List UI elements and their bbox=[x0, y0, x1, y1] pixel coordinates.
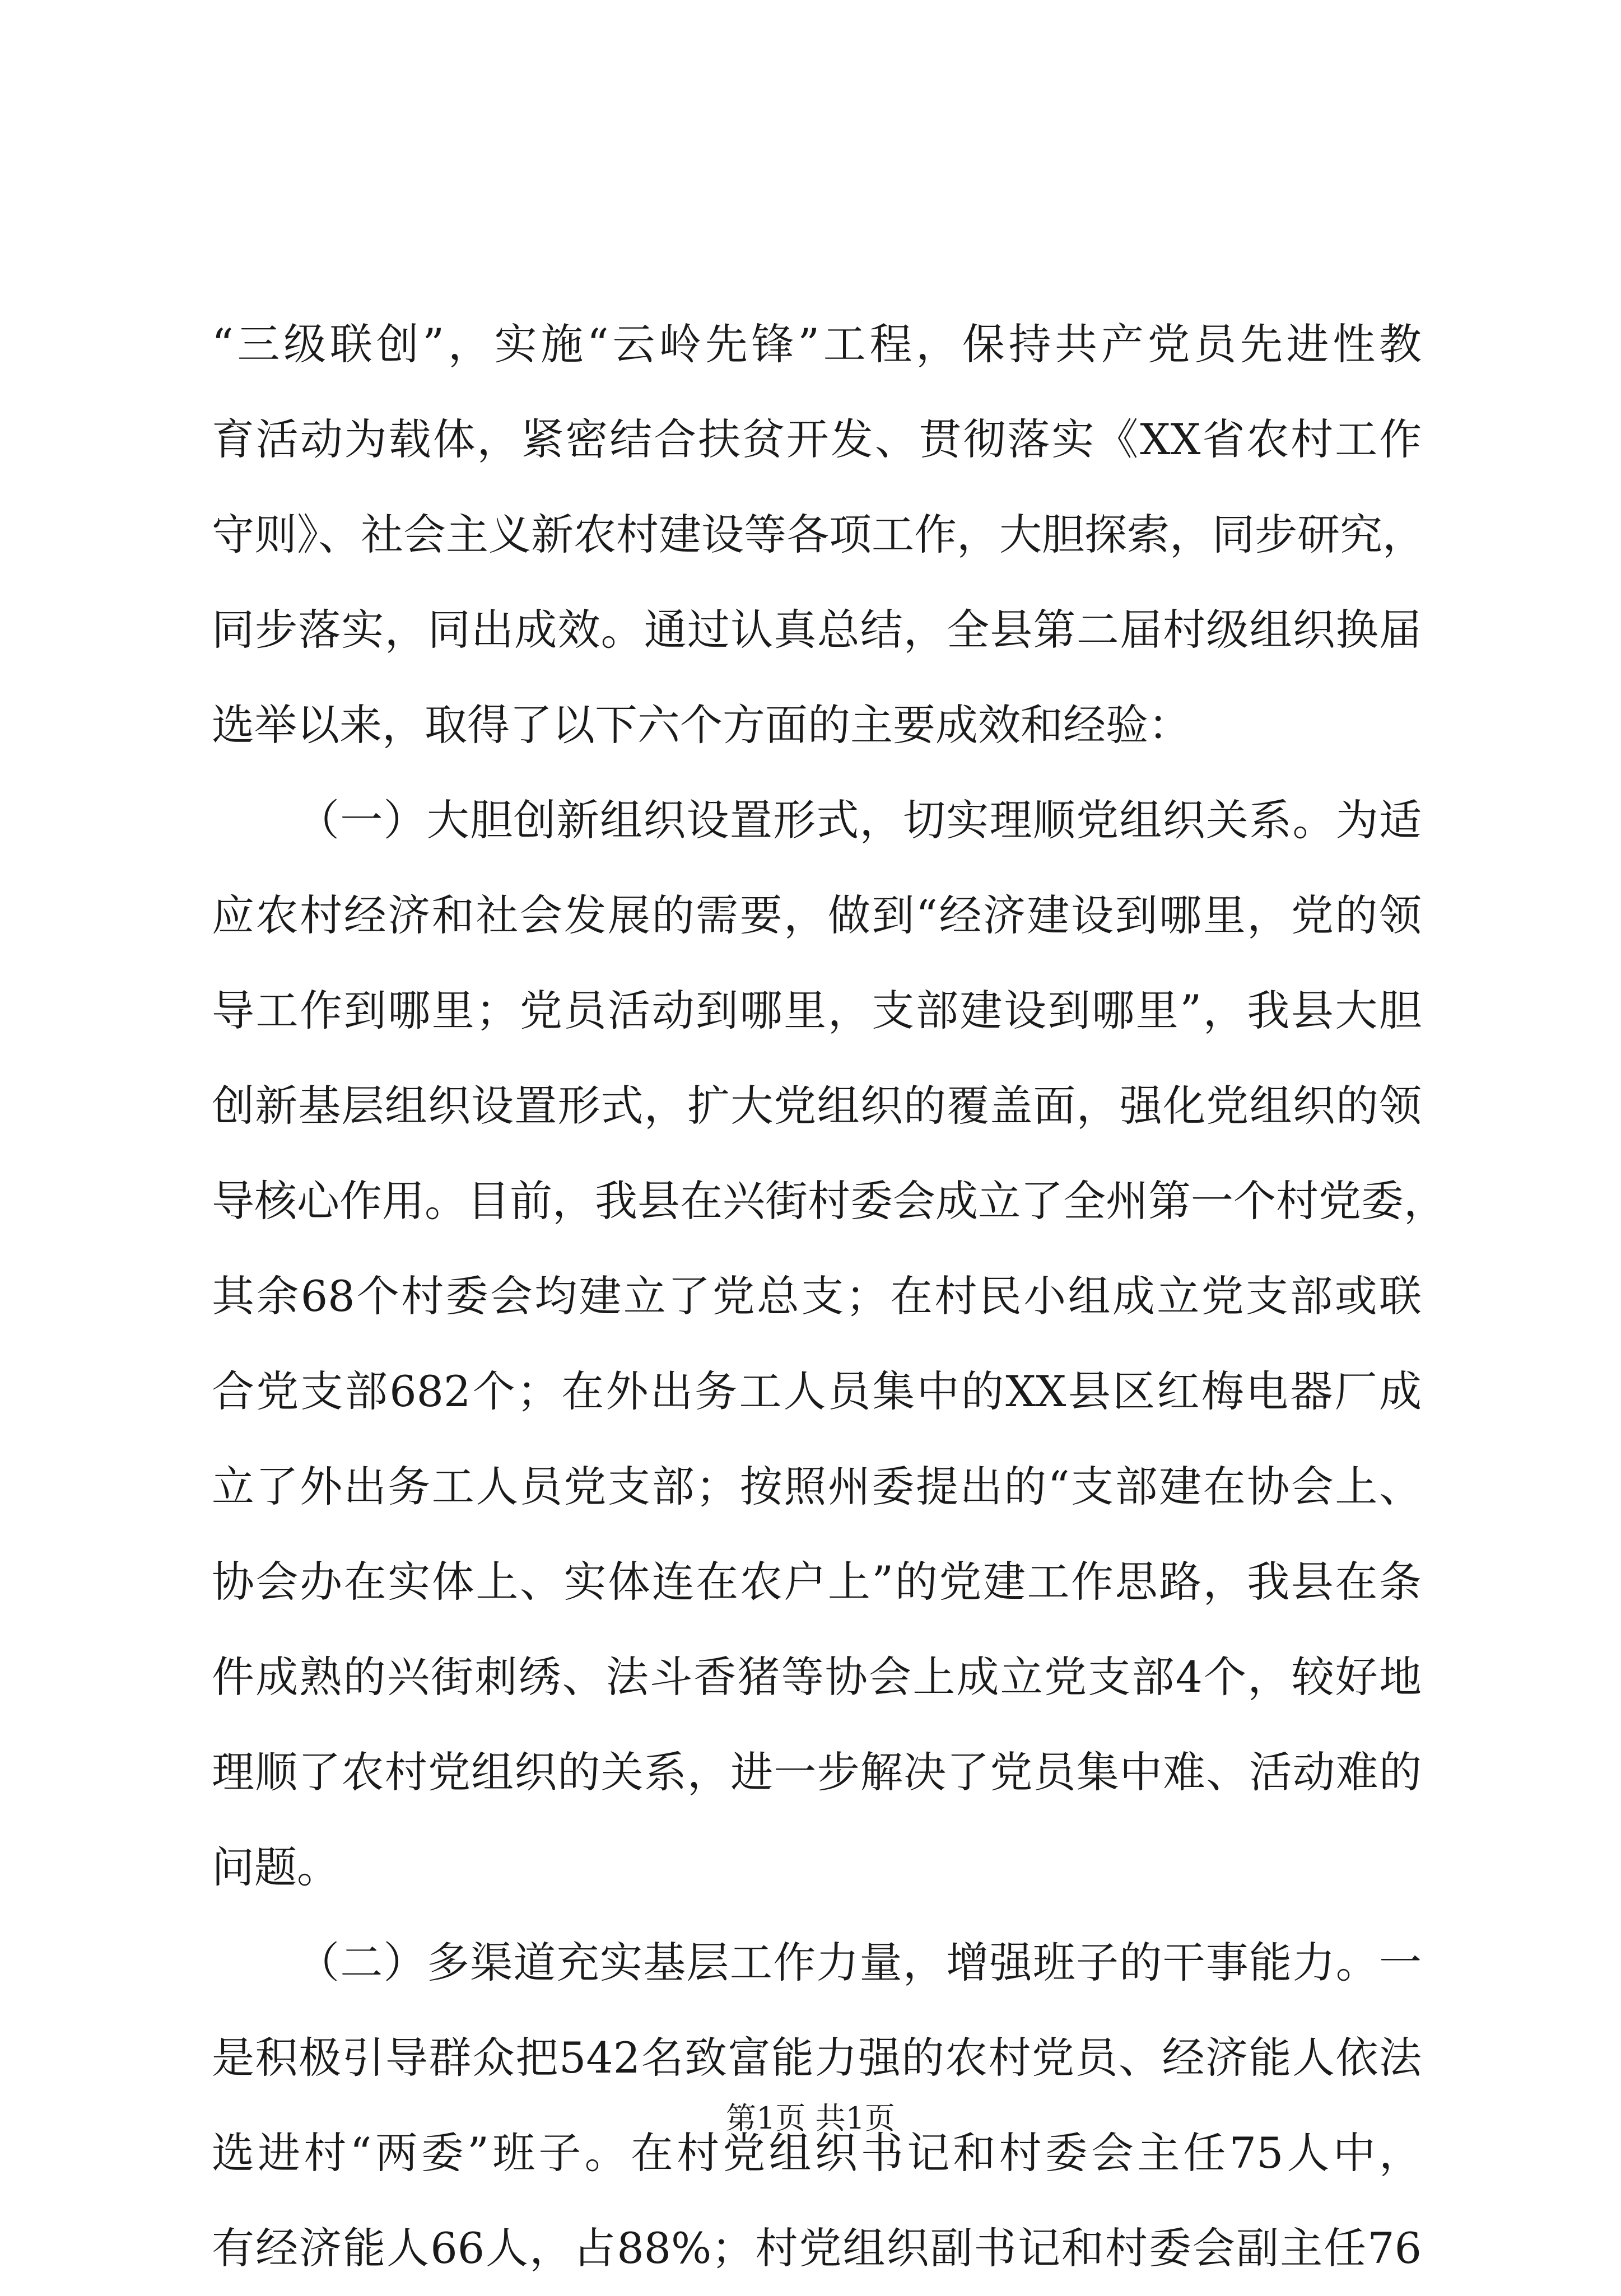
section-heading-line: （一）大胆创新组织设置形式，切实理顺党组织关系。为适 bbox=[297, 795, 1422, 845]
text-line: 育活动为载体，紧密结合扶贫开发、贯彻落实《XX省农村工作 bbox=[212, 414, 1422, 464]
text-line: 守则》、社会主义新农村建设等各项工作，大胆探索，同步研究， bbox=[212, 510, 1425, 559]
section-heading-line: （二）多渠道充实基层工作力量，增强班子的干事能力。一 bbox=[297, 1938, 1422, 1987]
text-line: 件成熟的兴街刺绣、法斗香猪等协会上成立党支部4个，较好地 bbox=[212, 1652, 1422, 1702]
text-line: 协会办在实体上、实体连在农户上”的党建工作思路，我县在条 bbox=[212, 1557, 1422, 1607]
text-line: 同步落实，同出成效。通过认真总结，全县第二届村级组织换届 bbox=[212, 605, 1422, 655]
document-body bbox=[212, 297, 1446, 2296]
text-line: 导核心作用。目前，我县在兴街村委会成立了全州第一个村党委， bbox=[212, 1176, 1446, 1226]
text-line: 创新基层组织设置形式，扩大党组织的覆盖面，强化党组织的领 bbox=[212, 1081, 1422, 1131]
text-line: 理顺了农村党组织的关系，进一步解决了党员集中难、活动难的 bbox=[212, 1747, 1422, 1797]
text-line: 是积极引导群众把542名致富能力强的农村党员、经济能人依法 bbox=[212, 2033, 1422, 2083]
text-line: 选进村“两委”班子。在村党组织书记和村委会主任75人中， bbox=[212, 2128, 1422, 2178]
text-line: 导工作到哪里；党员活动到哪里，支部建设到哪里”，我县大胆 bbox=[212, 986, 1422, 1035]
text-line: 合党支部682个；在外出务工人员集中的XX县区红梅电器厂成 bbox=[212, 1366, 1422, 1416]
text-line: “三级联创”，实施“云岭先锋”工程，保持共产党员先进性教 bbox=[212, 319, 1422, 369]
text-line: 问题。 bbox=[212, 1842, 339, 1892]
page-number-footer: 第1页 共1页 bbox=[726, 2101, 895, 2136]
text-line: 应农村经济和社会发展的需要，做到“经济建设到哪里，党的领 bbox=[212, 890, 1422, 940]
text-line: 立了外出务工人员党支部；按照州委提出的“支部建在协会上、 bbox=[212, 1462, 1422, 1511]
text-line: 有经济能人66人，占88%；村党组织副书记和村委会副主任76 bbox=[212, 2223, 1422, 2273]
text-line: 其余68个村委会均建立了党总支；在村民小组成立党支部或联 bbox=[212, 1271, 1422, 1321]
text-line: 选举以来，取得了以下六个方面的主要成效和经验： bbox=[212, 700, 1191, 750]
